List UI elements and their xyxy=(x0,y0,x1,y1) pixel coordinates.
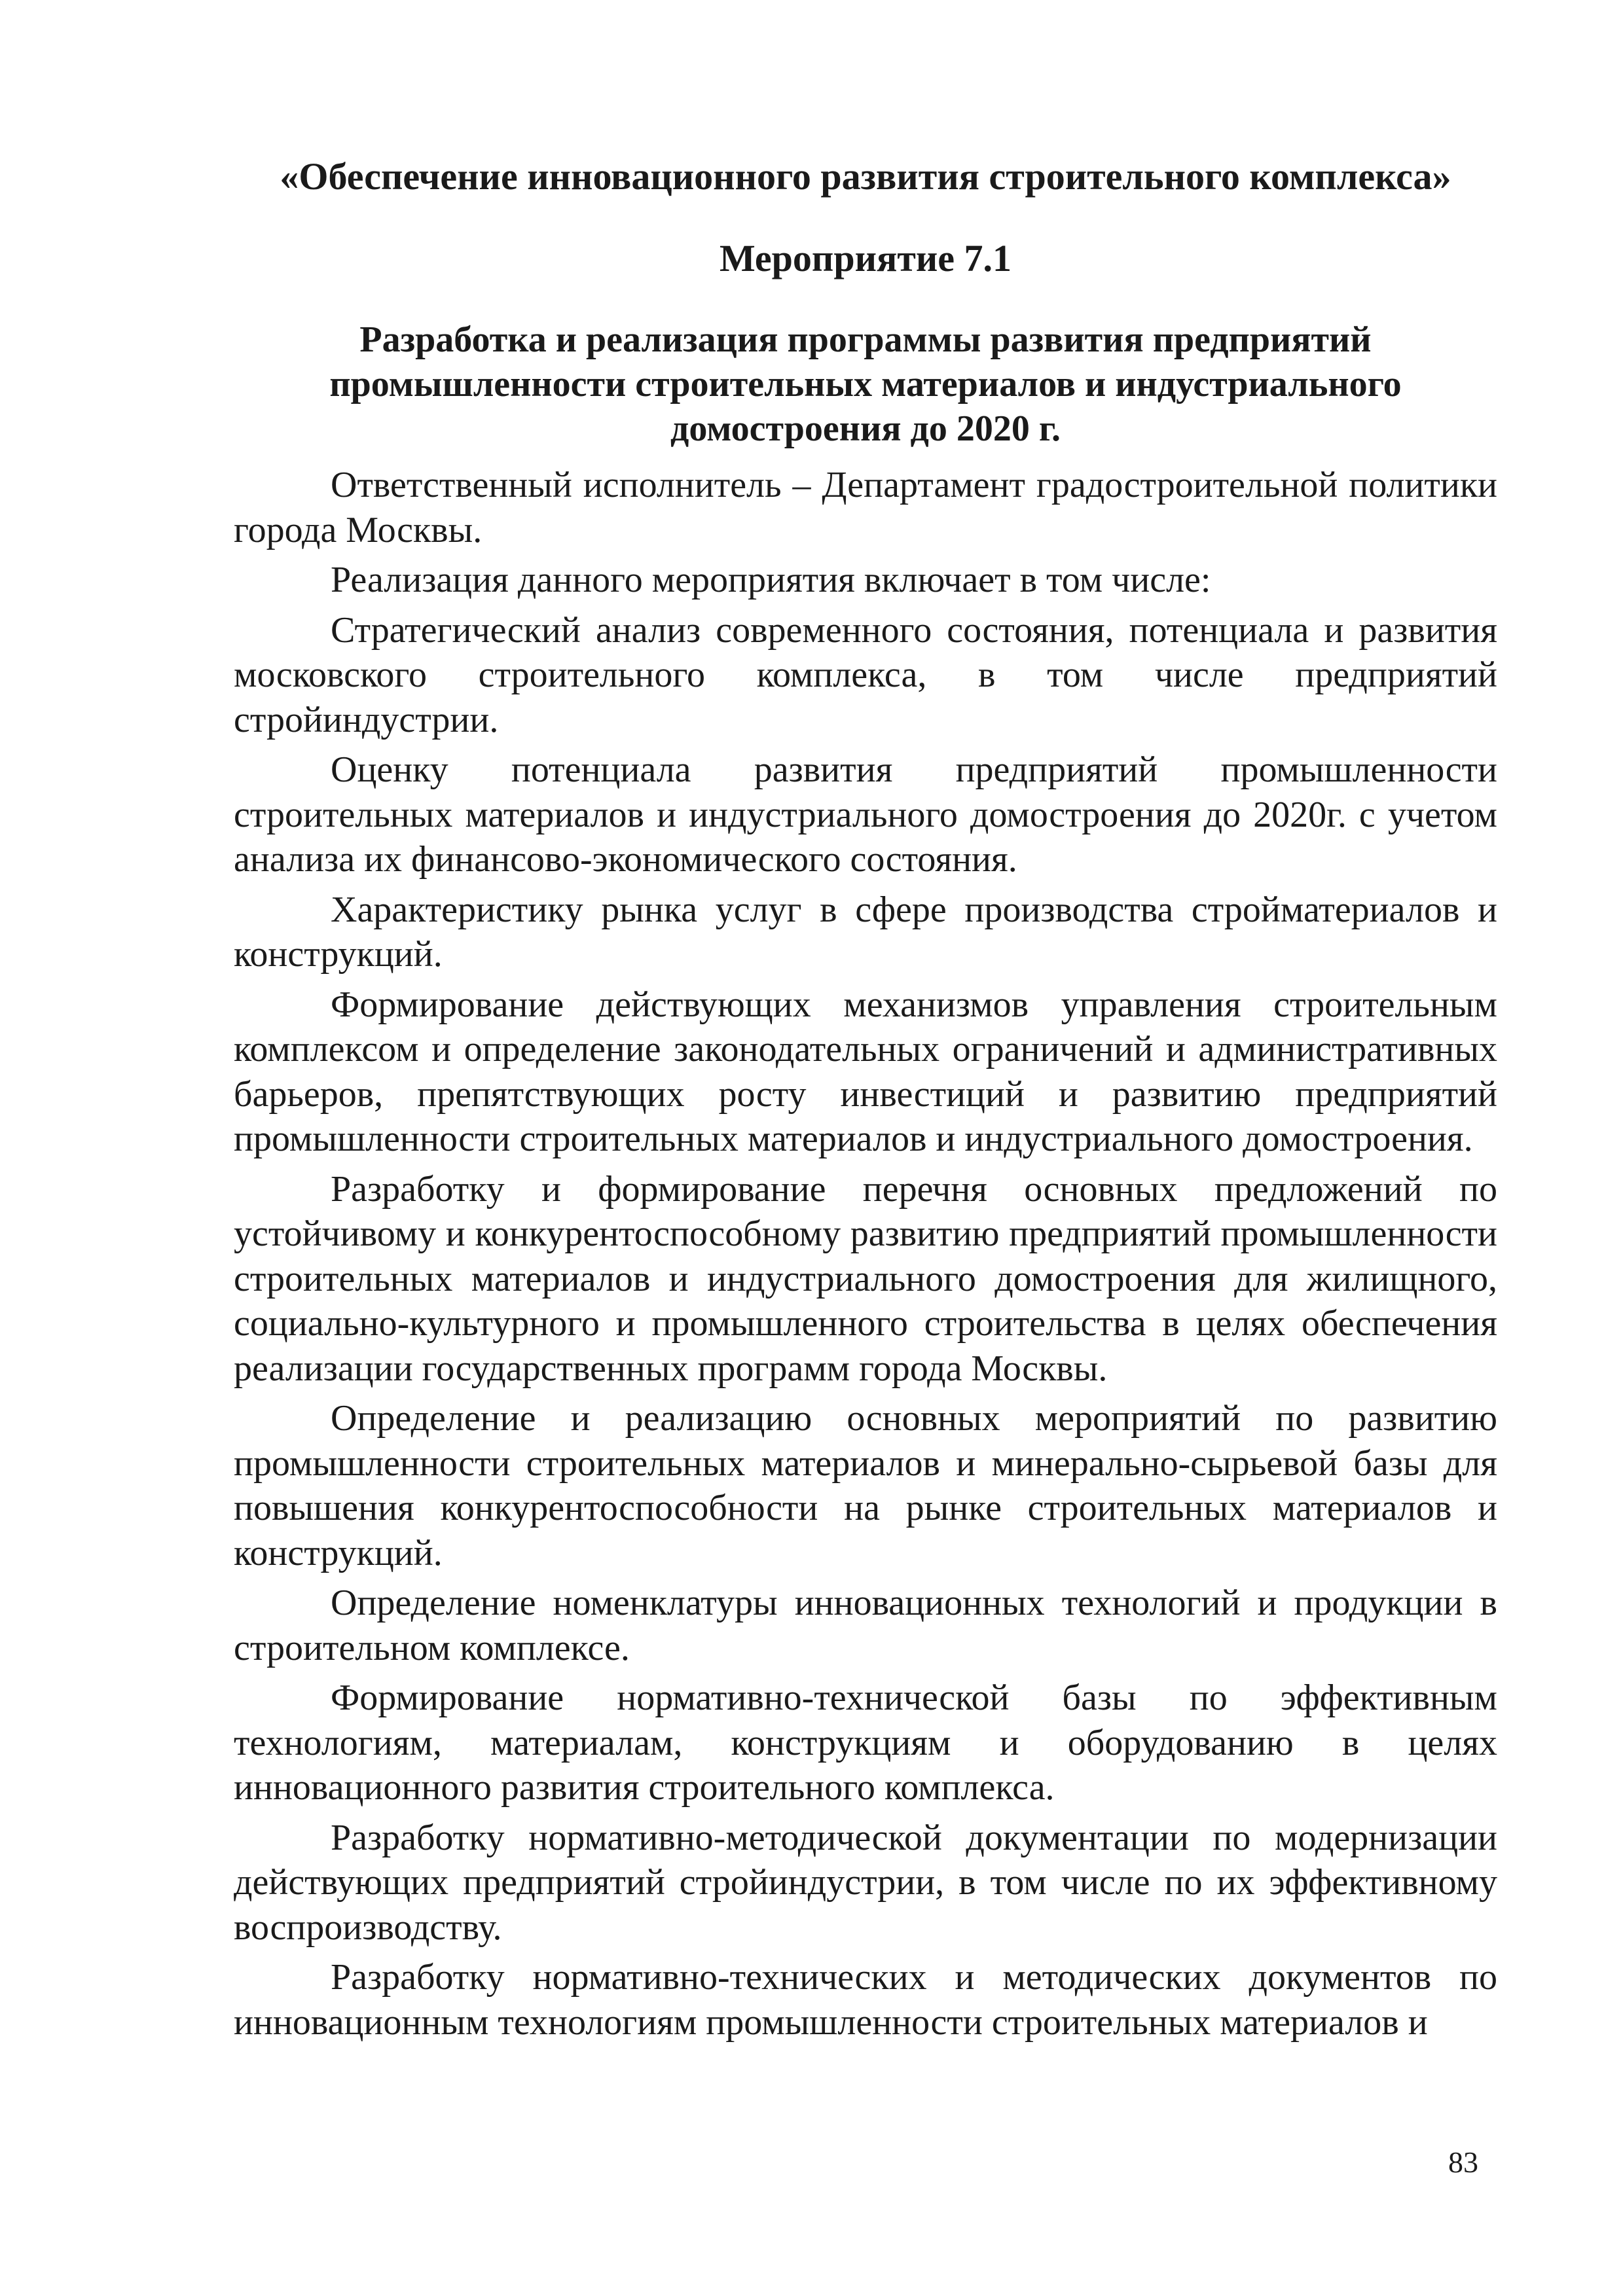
document-title: «Обеспечение инновационного развития строительного комплекса» xyxy=(280,155,1451,198)
document-page xyxy=(234,154,1497,2050)
paragraph: Формирование нормативно-технической базы по эффективным технологиям, материалам, конструкциям и оборудованию в целях инновационного развития строительного комплекса. xyxy=(234,1677,1497,1808)
paragraph: Ответственный исполнитель – Департамент градостроительной политики города Москвы. xyxy=(234,465,1497,550)
paragraph: Определение и реализацию основных мероприятий по развитию промышленности строительных материалов и минерально-сырьевой базы для повышения конкурентоспособности на рынке строительных материалов и конструкций. xyxy=(234,1398,1497,1573)
paragraph: Формирование действующих механизмов управления строительным комплексом и определение законодательных ограничений и административных барьеров, препятствующих росту инвестиций и развитию предприятий промышленности строительных материалов и индустриального домостроения. xyxy=(234,984,1497,1159)
event-subheading: Разработка и реализация программы развития предприятий промышленности строительных материалов и индустриального домостроения до 2020 г. xyxy=(329,319,1402,449)
paragraph: Стратегический анализ современного состояния, потенциала и развития московского строительного комплекса, в том числе предприятий стройиндустрии. xyxy=(234,609,1497,740)
event-heading: Мероприятие 7.1 xyxy=(719,237,1012,279)
page-number: 83 xyxy=(1448,2145,1478,2179)
paragraph: Разработку и формирование перечня основных предложений по устойчивому и конкурентоспособному развитию предприятий промышленности строительных материалов и индустриального домостроения для жилищного, социально-культурного и промышленного строительства в целях обеспечения реализации государственных программ города Москвы. xyxy=(234,1168,1497,1389)
paragraph: Разработку нормативно-технических и методических документов по инновационным технологиям промышленности строительных материалов и xyxy=(234,1957,1497,2043)
paragraph: Характеристику рынка услуг в сфере производства стройматериалов и конструкций. xyxy=(234,889,1497,975)
paragraph: Реализация данного мероприятия включает в том числе: xyxy=(331,560,1211,600)
paragraph: Определение номенклатуры инновационных технологий и продукции в строительном комплексе. xyxy=(234,1583,1497,1668)
paragraph: Оценку потенциала развития предприятий промышленности строительных материалов и индустриального домостроения до 2020г. с учетом анализа их финансово-экономического состояния. xyxy=(234,749,1497,880)
paragraph: Разработку нормативно-методической документации по модернизации действующих предприятий стройиндустрии, в том числе по их эффективному воспроизводству. xyxy=(234,1817,1497,1948)
